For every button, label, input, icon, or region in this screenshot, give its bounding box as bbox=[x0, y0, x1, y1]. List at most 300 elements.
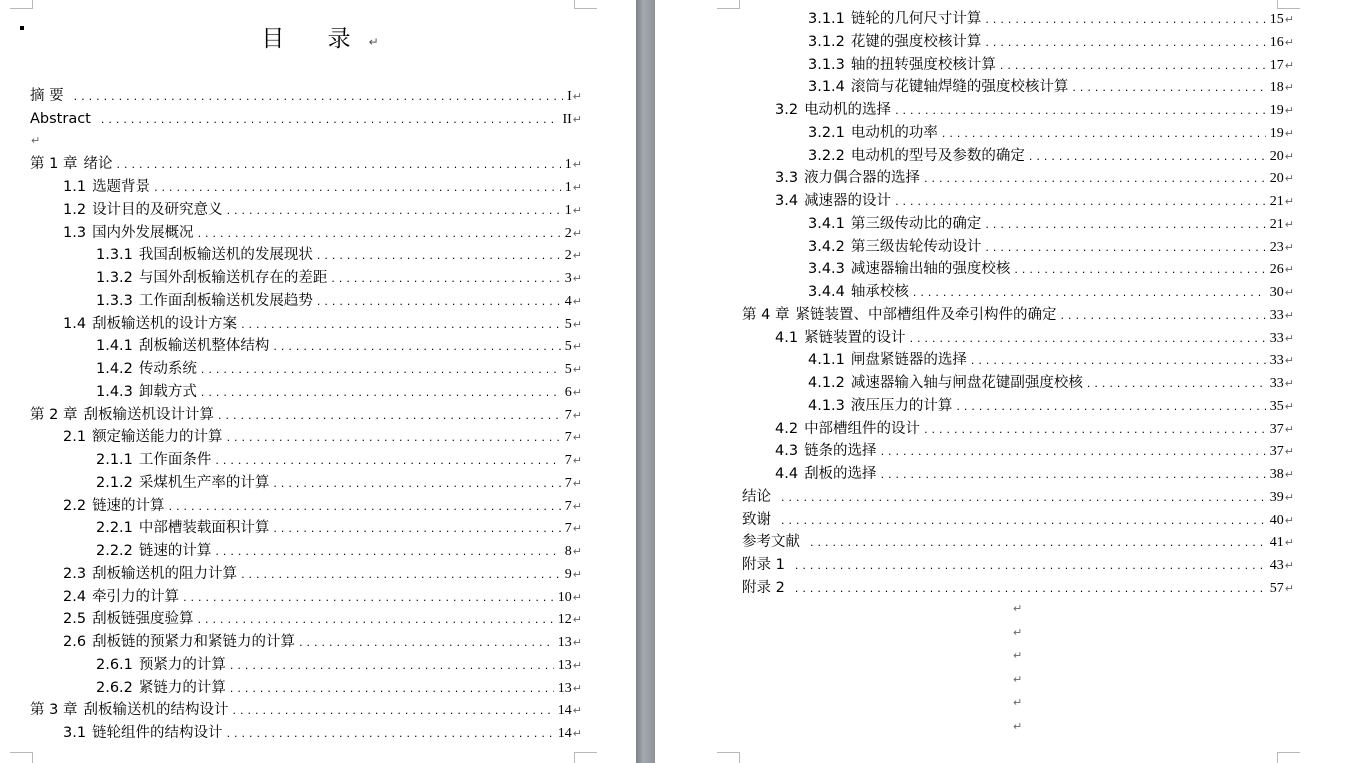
toc-entry-number: 附录 2 bbox=[742, 579, 785, 596]
paragraph-mark-icon: ↵ bbox=[572, 385, 582, 399]
toc-entry[interactable] bbox=[742, 486, 1294, 508]
paragraph-mark-icon: ↵ bbox=[1284, 399, 1294, 413]
toc-entry-number: 3.4.4 bbox=[808, 284, 845, 300]
toc-entry-page: I bbox=[567, 89, 572, 104]
toc-entry-number: 1.3 bbox=[63, 224, 87, 241]
toc-dot-leader bbox=[74, 86, 564, 108]
toc-entry-page: 7 bbox=[564, 430, 572, 446]
toc-entry-number: 致谢 bbox=[742, 511, 771, 528]
toc-entry-page: 14 bbox=[557, 703, 572, 719]
toc-entry[interactable] bbox=[742, 577, 1294, 599]
toc-dot-leader bbox=[116, 154, 560, 176]
toc-entry-number: 3.4.2 bbox=[808, 238, 845, 255]
toc-entry-title: 紧链装置的设计 bbox=[804, 329, 906, 346]
toc-entry-title: 中部槽组件的设计 bbox=[804, 420, 921, 437]
paragraph-mark-icon: ↵ bbox=[572, 158, 582, 172]
toc-dot-leader bbox=[101, 109, 559, 131]
toc-entry-number: 1.3.1 bbox=[96, 247, 133, 264]
toc-entry[interactable] bbox=[808, 236, 1294, 258]
toc-entry-title: 链速的计算 bbox=[138, 543, 212, 559]
toc-entry-title: 紧链力的计算 bbox=[138, 679, 226, 696]
toc-entry[interactable] bbox=[775, 463, 1294, 485]
toc-entry-number: 4.1 bbox=[775, 329, 799, 346]
paragraph-mark-icon: ↵ bbox=[572, 681, 582, 695]
toc-entry-number: 4.1.1 bbox=[808, 352, 845, 369]
paragraph-mark-icon: ↵ bbox=[368, 35, 379, 49]
toc-entry-page: 1 bbox=[564, 202, 572, 218]
toc-entry[interactable] bbox=[30, 404, 582, 426]
toc-entry-title: 刮板输送机的结构设计 bbox=[83, 702, 229, 719]
paragraph-mark-icon: ↵ bbox=[1284, 217, 1294, 231]
paragraph-mark-icon: ↵ bbox=[572, 226, 582, 240]
toc-entry[interactable] bbox=[775, 167, 1294, 189]
toc-dot-leader bbox=[781, 510, 1266, 532]
toc-entry[interactable] bbox=[808, 395, 1294, 417]
toc-dot-leader bbox=[1060, 305, 1265, 327]
toc-dot-leader bbox=[317, 291, 561, 313]
toc-entry[interactable] bbox=[775, 99, 1294, 121]
toc-entry-title: 链速的计算 bbox=[92, 497, 165, 514]
toc-entry-page: 5 bbox=[564, 339, 572, 355]
paragraph-mark-icon: ↵ bbox=[1013, 719, 1023, 733]
toc-entry[interactable] bbox=[30, 85, 582, 107]
toc-entry-page: 9 bbox=[564, 566, 572, 582]
toc-dot-leader bbox=[215, 450, 560, 472]
paragraph-mark-icon: ↵ bbox=[572, 522, 582, 536]
toc-entry[interactable] bbox=[63, 313, 582, 335]
paragraph-mark-icon: ↵ bbox=[572, 658, 582, 672]
crop-mark bbox=[717, 0, 740, 9]
paragraph-mark-icon: ↵ bbox=[1284, 536, 1294, 550]
toc-entry[interactable] bbox=[63, 722, 582, 744]
toc-entry-number: 3.1.1 bbox=[808, 11, 845, 27]
toc-entry-title: 电动机的型号及参数的确定 bbox=[850, 147, 1025, 164]
toc-dot-leader bbox=[1072, 77, 1265, 99]
toc-entry-page: 7 bbox=[564, 453, 572, 468]
toc-entry[interactable] bbox=[808, 8, 1294, 30]
toc-entry-title: 轴的扭转强度校核计算 bbox=[850, 56, 996, 73]
toc-entry-number: 3.2.2 bbox=[808, 147, 845, 164]
toc-dot-leader bbox=[985, 237, 1265, 259]
paragraph-mark-icon: ↵ bbox=[1284, 354, 1294, 368]
toc-dot-leader bbox=[795, 555, 1266, 577]
toc-dot-leader bbox=[218, 405, 561, 427]
toc-entry[interactable] bbox=[30, 699, 582, 721]
toc-entry-title: 轴承校核 bbox=[850, 284, 909, 300]
toc-entry[interactable] bbox=[30, 108, 582, 130]
toc-entry-title: 减速器输出轴的强度校核 bbox=[850, 261, 1011, 278]
toc-entry-number: 3.2.1 bbox=[808, 124, 845, 141]
paragraph-mark-icon: ↵ bbox=[1284, 468, 1294, 481]
paragraph-mark-icon: ↵ bbox=[572, 545, 582, 558]
toc-entry-number: 1.4.2 bbox=[96, 361, 133, 377]
crop-mark bbox=[717, 752, 740, 763]
toc-entry-number: 4.1.2 bbox=[808, 375, 845, 391]
toc-dot-leader bbox=[227, 427, 561, 449]
paragraph-mark-icon: ↵ bbox=[1284, 126, 1294, 140]
toc-entry-number: 3.1.4 bbox=[808, 79, 845, 96]
toc-entry-title: 滚筒与花键轴焊缝的强度校核计算 bbox=[850, 79, 1069, 96]
toc-dot-leader bbox=[781, 487, 1266, 509]
paragraph-mark-icon: ↵ bbox=[572, 431, 582, 445]
toc-entry-title: 中部槽装载面积计算 bbox=[138, 520, 270, 537]
toc-dot-leader bbox=[198, 609, 554, 631]
toc-entry[interactable] bbox=[63, 426, 582, 448]
toc-entry[interactable] bbox=[63, 176, 582, 198]
toc-entry-title: 预紧力的计算 bbox=[138, 656, 226, 673]
toc-entry-page: 7 bbox=[564, 498, 572, 514]
paragraph-mark-icon: ↵ bbox=[572, 499, 582, 513]
toc-entry-title: 刮板输送机的阻力计算 bbox=[92, 565, 238, 582]
toc-dot-leader bbox=[985, 32, 1265, 54]
toc-entry-page: 5 bbox=[564, 316, 572, 332]
toc-entry[interactable] bbox=[808, 372, 1294, 394]
toc-entry-title: 刮板的选择 bbox=[804, 466, 877, 482]
paragraph-mark-icon: ↵ bbox=[1284, 308, 1294, 322]
toc-entry-page: 33 bbox=[1269, 353, 1284, 369]
toc-entry[interactable] bbox=[808, 281, 1294, 303]
toc-entry-title: 采煤机生产率的计算 bbox=[138, 474, 270, 491]
toc-entry-number: 3.1 bbox=[63, 725, 87, 741]
toc-entry-page: 20 bbox=[1269, 148, 1284, 164]
toc-entry-page: 6 bbox=[564, 384, 572, 400]
toc-entry[interactable] bbox=[96, 381, 582, 403]
toc-entry-page: 21 bbox=[1269, 194, 1284, 209]
toc-dot-leader bbox=[985, 9, 1265, 31]
toc-entry-title: 刮板输送机设计计算 bbox=[83, 406, 214, 423]
paragraph-mark-icon: ↵ bbox=[572, 408, 582, 422]
crop-mark bbox=[10, 0, 33, 9]
toc-entry-title: 工作面刮板输送机发展趋势 bbox=[138, 292, 313, 309]
toc-dot-leader bbox=[227, 723, 554, 745]
toc-dot-leader bbox=[198, 223, 561, 245]
toc-entry[interactable] bbox=[742, 304, 1294, 326]
paragraph-mark-icon: ↵ bbox=[572, 249, 582, 263]
paragraph-mark-icon: ↵ bbox=[1284, 58, 1294, 72]
toc-dot-leader bbox=[795, 578, 1266, 600]
toc-entry-page: 35 bbox=[1269, 398, 1284, 414]
toc-entry[interactable] bbox=[775, 327, 1294, 349]
paragraph-mark-icon: ↵ bbox=[1284, 195, 1294, 208]
paragraph-mark-icon: ↵ bbox=[1284, 490, 1294, 504]
toc-dot-leader bbox=[154, 177, 561, 199]
toc-heading-text: 目 录 bbox=[261, 26, 369, 52]
toc-entry-number: 参考文献 bbox=[742, 534, 800, 551]
toc-entry-number: 结论 bbox=[742, 488, 771, 505]
toc-entry-title: 选题背景 bbox=[92, 179, 151, 195]
toc-entry-title: 与国外刮板输送机存在的差距 bbox=[138, 270, 328, 286]
toc-dot-leader bbox=[910, 328, 1266, 350]
toc-entry-title: 刮板链的预紧力和紧链力的计算 bbox=[92, 634, 296, 650]
toc-entry-page: 1 bbox=[564, 180, 572, 195]
toc-dot-leader bbox=[273, 518, 560, 540]
toc-entry[interactable] bbox=[96, 517, 582, 539]
toc-entry-number: 3.1.3 bbox=[808, 56, 845, 73]
toc-entry-page: 33 bbox=[1269, 307, 1284, 323]
toc-dot-leader bbox=[895, 191, 1266, 213]
toc-entry[interactable] bbox=[63, 563, 582, 585]
toc-entry-number: 2.2.2 bbox=[96, 543, 133, 559]
toc-entry-page: 26 bbox=[1269, 262, 1284, 278]
toc-entry[interactable] bbox=[63, 199, 582, 221]
toc-entry-number: 3.4 bbox=[775, 193, 799, 209]
toc-entry-title: 国内外发展概况 bbox=[92, 224, 194, 241]
toc-entry-page: 7 bbox=[564, 475, 572, 491]
toc-entry-number: 2.4 bbox=[63, 588, 87, 605]
toc-dot-leader bbox=[924, 419, 1266, 441]
paragraph-mark-icon: ↵ bbox=[572, 317, 582, 331]
toc-entry-page: 1 bbox=[564, 157, 572, 173]
crop-mark bbox=[574, 752, 597, 763]
toc-entry[interactable] bbox=[808, 76, 1294, 98]
toc-dot-leader bbox=[241, 564, 561, 586]
toc-dot-leader bbox=[232, 700, 553, 722]
toc-entry[interactable] bbox=[63, 608, 582, 630]
toc-dot-leader bbox=[183, 587, 554, 609]
paragraph-mark-icon: ↵ bbox=[1284, 35, 1294, 49]
toc-entry-page: 23 bbox=[1269, 239, 1284, 255]
toc-entry-page: 37 bbox=[1269, 421, 1284, 437]
paragraph-mark-icon: ↵ bbox=[1013, 649, 1023, 662]
paragraph-mark-icon: ↵ bbox=[1013, 602, 1023, 615]
toc-dot-leader bbox=[169, 496, 561, 518]
toc-entry-page: 15 bbox=[1269, 12, 1284, 27]
paragraph-mark-icon: ↵ bbox=[1284, 331, 1294, 345]
toc-entry-title: 我国刮板输送机的发展现状 bbox=[138, 247, 313, 264]
toc-entry-number: 4.4 bbox=[775, 466, 799, 482]
toc-heading[interactable] bbox=[250, 20, 390, 53]
toc-entry-number: 1.4.3 bbox=[96, 383, 133, 400]
toc-entry-number: 4.3 bbox=[775, 443, 799, 460]
toc-entry-page: 10 bbox=[557, 589, 572, 605]
toc-entry-page: 2 bbox=[564, 248, 572, 264]
toc-entry[interactable] bbox=[808, 54, 1294, 76]
toc-entry-page: 39 bbox=[1269, 489, 1284, 505]
toc-entry-page: 41 bbox=[1269, 535, 1284, 551]
toc-entry[interactable] bbox=[96, 449, 582, 471]
toc-entry[interactable] bbox=[63, 631, 582, 653]
toc-entry-title: 刮板输送机的设计方案 bbox=[92, 315, 238, 332]
toc-entry-page: 2 bbox=[564, 225, 572, 241]
toc-entry[interactable] bbox=[96, 335, 582, 357]
paragraph-mark-icon: ↵ bbox=[1284, 13, 1294, 26]
toc-entry[interactable] bbox=[96, 540, 582, 562]
toc-entry-page: 37 bbox=[1269, 444, 1284, 460]
toc-dot-leader bbox=[331, 268, 560, 290]
toc-dot-leader bbox=[1087, 373, 1266, 395]
paragraph-mark-icon: ↵ bbox=[572, 567, 582, 581]
toc-dot-leader bbox=[971, 350, 1266, 372]
toc-entry-number: 第 1 章 bbox=[30, 156, 78, 173]
toc-entry-number: 1.3.3 bbox=[96, 292, 133, 309]
page-gap bbox=[636, 0, 655, 763]
crop-mark bbox=[574, 0, 597, 9]
toc-entry-page: 8 bbox=[564, 544, 572, 559]
toc-entry-number: 2.6 bbox=[63, 634, 87, 650]
toc-entry[interactable] bbox=[808, 122, 1294, 144]
toc-entry-number: 2.1 bbox=[63, 429, 87, 446]
toc-entry-page: 20 bbox=[1269, 171, 1284, 187]
toc-entry-title: 卸载方式 bbox=[138, 383, 197, 400]
toc-entry-page: 7 bbox=[564, 521, 572, 537]
toc-entry[interactable] bbox=[742, 554, 1294, 576]
paragraph-mark-icon: ↵ bbox=[572, 636, 582, 649]
toc-entry-title: 闸盘紧链器的选择 bbox=[850, 352, 967, 369]
toc-dot-leader bbox=[895, 100, 1266, 122]
toc-entry-title: 第三级传动比的确定 bbox=[850, 215, 982, 232]
toc-dot-leader bbox=[1014, 259, 1265, 281]
toc-entry-page: 19 bbox=[1269, 103, 1284, 118]
toc-dot-leader bbox=[215, 541, 560, 563]
toc-entry[interactable] bbox=[63, 495, 582, 517]
crop-mark bbox=[10, 752, 33, 763]
toc-entry-page: 12 bbox=[557, 612, 572, 628]
toc-entry[interactable] bbox=[808, 258, 1294, 280]
toc-entry[interactable] bbox=[742, 531, 1294, 553]
toc-dot-leader bbox=[810, 532, 1266, 554]
toc-entry-title: 花键的强度校核计算 bbox=[850, 33, 982, 50]
toc-entry-page: 21 bbox=[1269, 216, 1284, 232]
toc-dot-leader bbox=[881, 441, 1266, 463]
toc-entry[interactable] bbox=[808, 349, 1294, 371]
paragraph-mark-icon: ↵ bbox=[1284, 286, 1294, 299]
toc-entry-number: 1.1 bbox=[63, 179, 87, 195]
document-page-left[interactable] bbox=[0, 0, 636, 763]
toc-dot-leader bbox=[230, 678, 554, 700]
paragraph-mark-icon: ↵ bbox=[572, 294, 582, 308]
paragraph-mark-icon: ↵ bbox=[572, 90, 582, 103]
toc-entry-page: 40 bbox=[1269, 512, 1284, 528]
toc-entry-title: 刮板输送机整体结构 bbox=[138, 338, 270, 355]
paragraph-mark-icon: ↵ bbox=[572, 704, 582, 718]
toc-entry-number: Abstract bbox=[30, 110, 91, 127]
toc-entry[interactable] bbox=[96, 472, 582, 494]
toc-entry-page: 3 bbox=[564, 271, 572, 286]
toc-dot-leader bbox=[201, 359, 561, 381]
paragraph-mark-icon: ↵ bbox=[1284, 240, 1294, 254]
toc-entry[interactable] bbox=[808, 31, 1294, 53]
toc-entry-number: 附录 1 bbox=[742, 557, 785, 573]
toc-entry-title: 紧链装置、中部槽组件及牵引构件的确定 bbox=[795, 306, 1057, 323]
toc-entry-title: 链轮组件的结构设计 bbox=[92, 725, 223, 741]
toc-entry[interactable] bbox=[96, 358, 582, 380]
toc-dot-leader bbox=[881, 464, 1266, 486]
toc-entry-page: 4 bbox=[564, 293, 572, 309]
toc-entry-page: 14 bbox=[557, 726, 572, 741]
toc-entry[interactable] bbox=[808, 145, 1294, 167]
toc-entry-title: 第三级齿轮传动设计 bbox=[850, 238, 982, 255]
toc-entry-page: 7 bbox=[564, 407, 572, 423]
toc-entry[interactable] bbox=[30, 153, 582, 175]
toc-entry-title: 绪论 bbox=[83, 156, 113, 173]
toc-dot-leader bbox=[299, 632, 554, 654]
paragraph-mark-icon: ↵ bbox=[1013, 696, 1023, 709]
toc-entry-number: 4.1.3 bbox=[808, 397, 845, 414]
toc-entry-page: 17 bbox=[1269, 57, 1284, 73]
toc-entry[interactable] bbox=[775, 440, 1294, 462]
toc-entry[interactable] bbox=[775, 418, 1294, 440]
paragraph-mark-icon: ↵ bbox=[1284, 422, 1294, 436]
toc-entry-number: 2.1.1 bbox=[96, 452, 133, 468]
toc-entry-number: 第 2 章 bbox=[30, 406, 78, 423]
toc-entry-number: 1.3.2 bbox=[96, 270, 133, 286]
list-bullet-icon bbox=[20, 26, 24, 30]
toc-entry-page: 43 bbox=[1269, 558, 1284, 573]
toc-entry[interactable] bbox=[96, 677, 582, 699]
toc-dot-leader bbox=[317, 245, 561, 267]
toc-dot-leader bbox=[241, 314, 561, 336]
crop-mark bbox=[1277, 752, 1300, 763]
toc-entry[interactable] bbox=[63, 586, 582, 608]
paragraph-mark-icon: ↵ bbox=[1013, 672, 1023, 686]
paragraph-mark-icon: ↵ bbox=[572, 727, 582, 740]
document-page-right[interactable] bbox=[655, 0, 1360, 763]
paragraph-mark-icon: ↵ bbox=[1284, 263, 1294, 277]
toc-dot-leader bbox=[273, 336, 560, 358]
toc-entry-number: 3.2 bbox=[775, 102, 799, 118]
toc-entry-page: 16 bbox=[1269, 34, 1284, 50]
toc-entry[interactable] bbox=[96, 244, 582, 266]
paragraph-mark-icon: ↵ bbox=[572, 590, 582, 604]
toc-entry-title: 链轮的几何尺寸计算 bbox=[850, 11, 982, 27]
toc-entry[interactable] bbox=[96, 267, 582, 289]
paragraph-mark-icon: ↵ bbox=[1284, 104, 1294, 117]
toc-entry-title: 减速器输入轴与闸盘花键副强度校核 bbox=[850, 375, 1083, 391]
toc-entry-title: 工作面条件 bbox=[138, 452, 212, 468]
paragraph-mark-icon: ↵ bbox=[572, 272, 582, 285]
paragraph-mark-icon: ↵ bbox=[31, 133, 41, 147]
toc-entry-page: 19 bbox=[1269, 125, 1284, 141]
paragraph-mark-icon: ↵ bbox=[572, 363, 582, 376]
toc-entry-title: 链条的选择 bbox=[804, 443, 877, 460]
toc-entry-page: II bbox=[562, 111, 572, 127]
paragraph-mark-icon: ↵ bbox=[1284, 581, 1294, 595]
paragraph-mark-icon: ↵ bbox=[572, 112, 582, 126]
toc-entry-title: 减速器的设计 bbox=[804, 193, 892, 209]
toc-entry-number: 2.2 bbox=[63, 497, 87, 514]
toc-entry-page: 13 bbox=[557, 635, 572, 650]
toc-entry[interactable] bbox=[96, 290, 582, 312]
toc-entry-number: 1.4 bbox=[63, 315, 87, 332]
toc-dot-leader bbox=[924, 168, 1266, 190]
toc-entry-page: 18 bbox=[1269, 80, 1284, 96]
toc-dot-leader bbox=[985, 214, 1265, 236]
toc-entry-page: 33 bbox=[1269, 330, 1284, 346]
toc-entry-number: 2.2.1 bbox=[96, 520, 133, 537]
toc-entry-number: 3.1.2 bbox=[808, 33, 845, 50]
toc-entry[interactable] bbox=[96, 654, 582, 676]
toc-entry[interactable] bbox=[808, 213, 1294, 235]
paragraph-mark-icon: ↵ bbox=[1284, 149, 1294, 163]
toc-dot-leader bbox=[227, 200, 561, 222]
toc-entry-number: 2.6.1 bbox=[96, 656, 133, 673]
toc-entry-title: 刮板链强度验算 bbox=[92, 611, 194, 628]
paragraph-mark-icon: ↵ bbox=[572, 476, 582, 490]
toc-dot-leader bbox=[1029, 146, 1266, 168]
toc-entry-number: 4.2 bbox=[775, 420, 799, 437]
paragraph-mark-icon: ↵ bbox=[572, 340, 582, 354]
toc-entry-number: 2.1.2 bbox=[96, 474, 133, 491]
toc-entry-title: 额定输送能力的计算 bbox=[92, 429, 223, 446]
toc-entry-number: 3.3 bbox=[775, 170, 799, 187]
toc-entry-page: 30 bbox=[1269, 285, 1284, 300]
toc-entry-title: 液压压力的计算 bbox=[850, 397, 953, 414]
toc-entry[interactable] bbox=[63, 222, 582, 244]
toc-entry[interactable] bbox=[742, 509, 1294, 531]
toc-entry[interactable] bbox=[775, 190, 1294, 212]
toc-dot-leader bbox=[273, 473, 560, 495]
toc-entry-number: 2.3 bbox=[63, 565, 87, 582]
